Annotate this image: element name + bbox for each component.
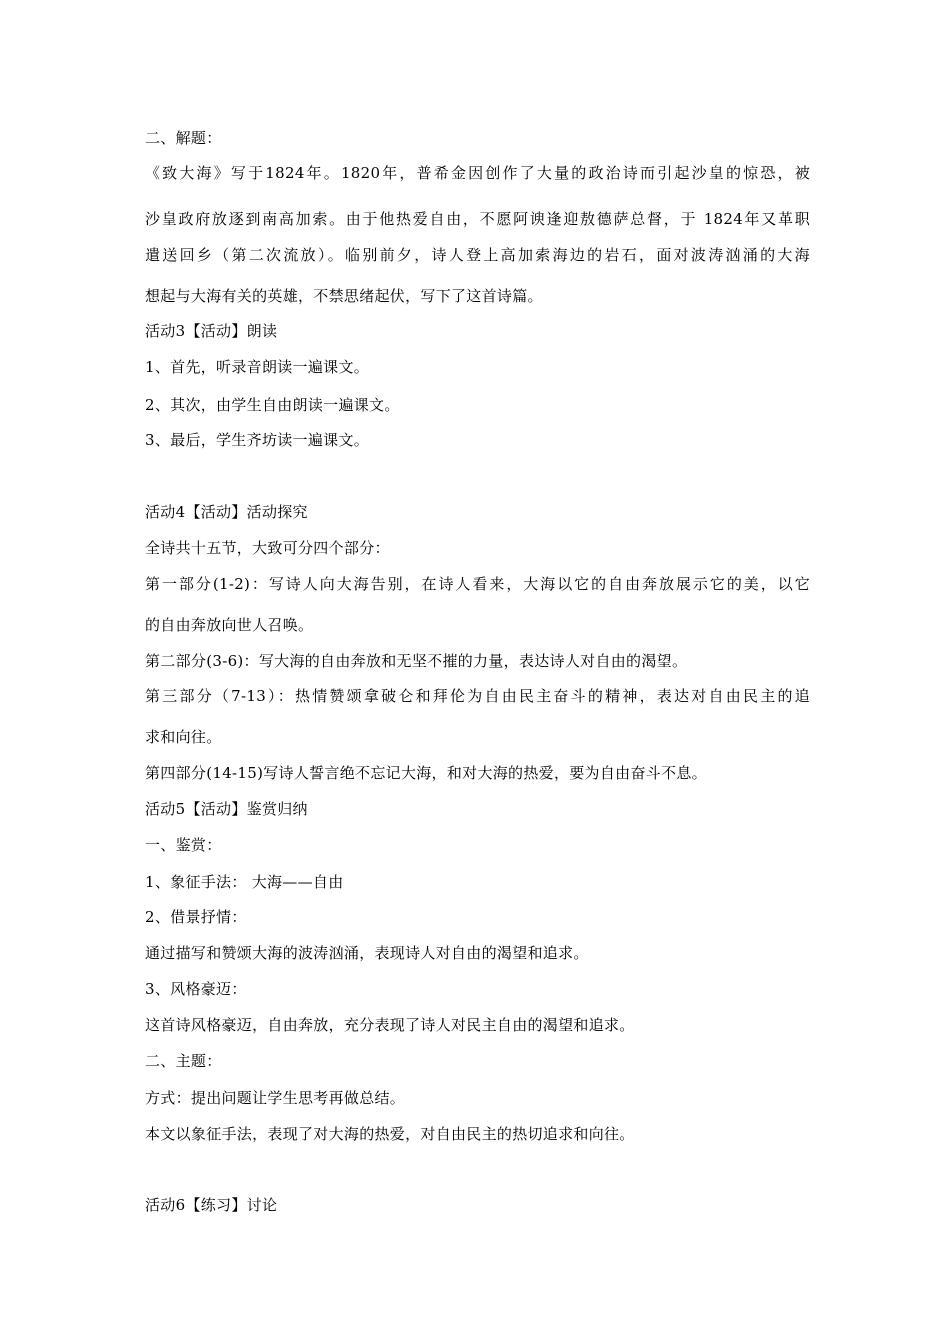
appreciation-item-symbolism: 1、象征手法： 大海——自由 bbox=[145, 873, 344, 891]
appreciation-item-scenery-text: 通过描写和赞颂大海的波涛汹涌，表现诗人对自由的渴望和追求。 bbox=[145, 944, 589, 962]
activity6-heading: 活动6【练习】讨论 bbox=[145, 1196, 278, 1214]
activity3-step: 1、首先，听录音朗读一遍课文。 bbox=[145, 358, 370, 376]
section-heading-jieti: 二、解题： bbox=[145, 129, 222, 147]
activity3-step: 2、其次，由学生自由朗读一遍课文。 bbox=[145, 396, 400, 414]
paragraph-line: 《致大海》写于1824年。1820年，普希金因创作了大量的政治诗而引起沙皇的惊恐，被 bbox=[145, 164, 810, 182]
appreciation-item-style-text: 这首诗风格豪迈，自由奔放，充分表现了诗人对民主自由的渴望和追求。 bbox=[145, 1016, 635, 1034]
theme-text: 本文以象征手法，表现了对大海的热爱，对自由民主的热切追求和向往。 bbox=[145, 1125, 635, 1143]
activity4-part2: 第二部分(3-6)：写大海的自由奔放和无坚不摧的力量，表达诗人对自由的渴望。 bbox=[145, 652, 688, 670]
activity4-part3-line: 第三部分（7-13）：热情赞颂拿破仑和拜伦为自由民主奋斗的精神，表达对自由民主的追 bbox=[145, 687, 810, 705]
paragraph-line: 想起与大海有关的英雄，不禁思绪起伏，写下了这首诗篇。 bbox=[145, 287, 543, 305]
activity4-part4: 第四部分(14-15)写诗人誓言绝不忘记大海，和对大海的热爱，要为自由奋斗不息。 bbox=[145, 764, 707, 782]
appreciation-heading: 一、鉴赏： bbox=[145, 836, 222, 854]
appreciation-item-style: 3、风格豪迈： bbox=[145, 980, 247, 998]
activity4-intro: 全诗共十五节，大致可分四个部分： bbox=[145, 539, 390, 557]
activity3-step: 3、最后，学生齐坊读一遍课文。 bbox=[145, 431, 370, 449]
activity4-part1-line: 第一部分(1-2)：写诗人向大海告别，在诗人看来，大海以它的自由奔放展示它的美，以它 bbox=[145, 575, 810, 593]
theme-method: 方式：提出问题让学生思考再做总结。 bbox=[145, 1089, 406, 1107]
appreciation-item-scenery: 2、借景抒情： bbox=[145, 908, 247, 926]
activity4-part3-line: 求和向往。 bbox=[145, 728, 222, 746]
activity5-heading: 活动5【活动】鉴赏归纳 bbox=[145, 800, 308, 818]
activity4-part1-line: 的自由奔放向世人召唤。 bbox=[145, 616, 314, 634]
paragraph-line: 遣送回乡（第二次流放）。临别前夕，诗人登上高加索海边的岩石，面对波涛汹涌的大海 bbox=[145, 246, 810, 264]
theme-heading: 二、主题： bbox=[145, 1052, 222, 1070]
paragraph-line: 沙皇政府放逐到南高加索。由于他热爱自由，不愿阿谀逢迎敖德萨总督，于 1824年又革职 bbox=[145, 210, 810, 228]
activity4-heading: 活动4【活动】活动探究 bbox=[145, 503, 308, 521]
activity3-heading: 活动3【活动】朗读 bbox=[145, 322, 278, 340]
